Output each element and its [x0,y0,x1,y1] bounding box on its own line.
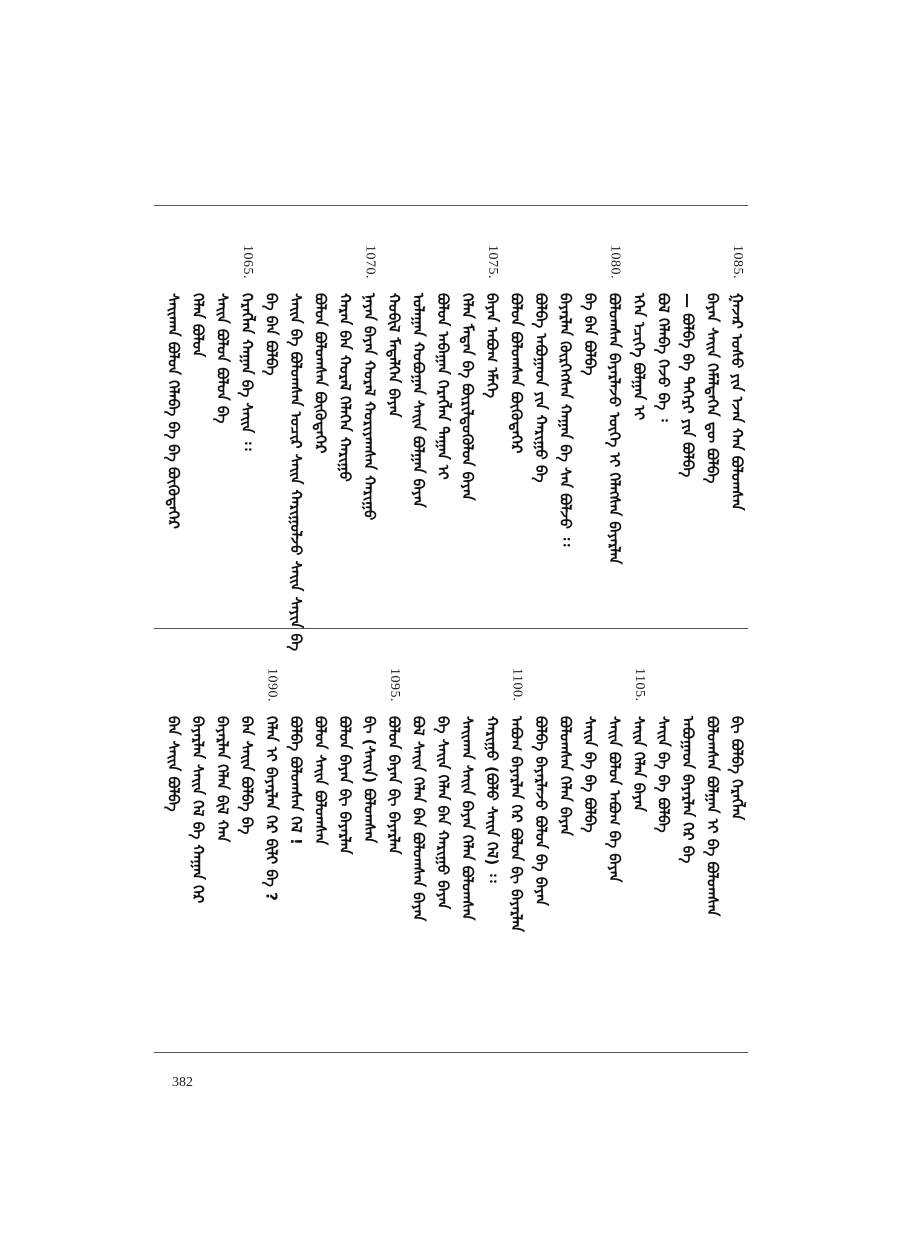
line-number: 1065. [240,245,255,279]
verse-line [653,668,675,1038]
verse-text: ᠨᠠᠶᠠᠨ ᠪᠠᠶᠠᠨ ᠬᠤᠷᠠᠯ ᠬᠤᠷᠢᠶᠠᠭᠰᠠᠨ ᠬᠠᠷᠢᠭᠤ [360,293,379,521]
verse-text: ᠰᠠᠢᠨ ᠪᠡ ᠪᠡ ᠪᠣᠯᠪᠠ [581,716,599,833]
verse-text: ᠭᠠᠵᠠᠷ ᠤᠰᠤ ᠶᠢᠨ ᠡᠵᠡᠨ ᠬᠠᠨ ᠪᠣᠯᠣᠭᠰᠠᠨ [728,293,746,511]
verse-text: ᠪᠣᠯ ᠬᠡᠯᠡᠪᠡ ᠭᠡᠵᠦ ᠪᠡ ᠄ [654,293,673,422]
verse-text: ᠪᠢ ᠪᠣᠯᠪᠠ ᠬᠡᠷᠡᠭᠯᠡᠨ [728,716,746,821]
verse-text: ᠪᠠᠶᠠᠨ ᠠᠪᠤᠭ ᠡᠮᠡᠭᠡ [483,293,501,399]
verse-line [604,668,626,1038]
verse-text: ᠪᠣᠯᠣᠭᠰᠠᠨ ᠪᠣᠯᠭᠠᠨ ᠢ ᠪᠡ ᠪᠣᠯᠣᠭᠰᠠᠨ [703,716,722,917]
verse-line [236,245,258,615]
page-number: 382 [172,1075,193,1090]
verse-text: ᠪᠠᠶᠠᠷᠯᠠᠨ ᠰᠠᠢᠨ ᠬᠡᠯ ᠪᠡ ᠬᠠᠭᠠᠨ ᠬᠡᠷ [189,716,207,904]
verse-text: ᠪᠡ ᠪᠠᠨ ᠪᠣᠯᠪᠠ [262,293,281,376]
verse-line [579,245,601,615]
verse-line [604,245,626,615]
verse-text: ᠡᠬᠡᠨ ᠡᠴᠢᠭᠡ ᠪᠣᠯᠭᠠᠨ ᠢ [630,293,648,421]
verse-line [187,245,209,615]
verse-line [530,245,552,615]
verse-text: ᠰᠠᠢᠨ ᠪᠠ ᠪᠣᠯᠣᠭᠰᠠᠨ ᠤᠴᠢᠷ ᠰᠠᠢᠨ ᠬᠠᠷᠢᠭᠤᠯᠵᠤ ᠰᠠᠢᠨ ᠰᠠᠶᠢᠨ ᠪᠡ [287,293,305,652]
verse-line [628,245,650,615]
verse-text: ᠤᠯᠠᠭᠠᠨ ᠬᠣᠪᠣᠭᠠᠨ ᠰᠠᠢᠨ ᠪᠣᠯᠭᠠᠨ ᠪᠠᠶᠠᠨ [409,293,428,508]
verse-line [628,668,650,1038]
verse-text: ᠬᠡᠯᠡᠨ ᠢ ᠪᠠᠶᠠᠷᠯᠠᠨ ᠬᠡᠷ ᠪᠢᠯᠢ ᠪᠡ ? [262,716,281,901]
verse-line [334,668,356,1038]
bottom-rule [154,1052,748,1053]
line-number: 1095. [387,668,402,702]
line-number: 1100. [509,668,525,702]
verse-text: ᠬᠠᠷᠢᠭᠤ (ᠪᠣᠯᠤ ᠰᠠᠢᠨ ᠬᠡᠯ) ᠄᠄ [483,716,501,883]
verse-text: ᠪᠣᠯᠤᠨ ᠪᠣᠯᠣᠭᠰᠠᠨ ᠪᠦᠭᠦᠳᠡᠭᠡᠷ [507,293,526,454]
line-number: 1085. [730,245,745,279]
verse-text: ᠪᠡ ᠪᠠᠨ ᠪᠣᠯᠪᠠ [581,293,599,376]
verse-text: ᠪᠡᠨ ᠰᠠᠢᠨ ᠪᠣᠯᠪᠠ ᠪᠠ [238,716,256,835]
verse-text: ᠪᠡ ᠰᠠᠢᠨ ᠬᠡᠯᠡᠨ ᠪᠠᠨ ᠬᠠᠷᠢᠭᠤ ᠪᠠᠶᠠᠨ [434,716,452,910]
verse-text: ᠪᠣᠯ ᠰᠠᠢᠨ ᠬᠡᠯᠡᠨ ᠪᠠᠨ ᠪᠣᠯᠣᠭᠰᠠᠨ ᠪᠠᠶᠠᠨ [409,716,428,922]
verse-line [383,245,405,615]
line-number: 1080. [607,245,623,279]
verse-text: ᠪᠠᠶᠠᠷᠯᠠᠨ ᠬᠦᠷᠭᠡᠭᠰᠡᠨ ᠬᠠᠭᠠᠨ ᠪᠡ ᠰᠡᠨ ᠪᠣᠯᠵᠤ ᠄᠄ [556,293,575,547]
verse-text: ᠬᠣᠪᠢᠯ ᠮᠡᠳᠡᠯᠭᠡᠨ ᠪᠠᠶᠠᠨ [385,293,403,418]
line-number: 1075. [485,245,500,279]
verse-text: ᠪᠣᠯᠣᠨ ᠪᠣᠯᠣᠭᠰᠠᠨ ᠪᠦᠭᠦᠳᠡᠭᠡᠷ [311,293,330,454]
verse-line [285,668,307,1038]
verse-line [408,245,430,615]
verse-text: ᠰᠠᠢᠨ ᠪᠡ ᠪᠡ ᠪᠣᠯᠪᠠ [654,716,673,833]
verse-text: ᠪᠣᠯᠪᠠ ᠪᠠᠶᠠᠷᠯᠠᠵᠤ ᠪᠣᠯᠤᠨ ᠪᠡ ᠪᠠᠶᠠᠨ [532,716,550,906]
verse-line [359,245,381,615]
verse-line [187,668,209,1038]
verse-text: ᠪᠣᠯᠤᠨ ᠰᠠᠢᠨ ᠪᠣᠯᠣᠭᠰᠠᠨ [311,716,330,846]
verse-text: ᠬᠡᠯᠡᠨ ᠮᠡᠳᠡᠨ ᠪᠡ ᠪᠦᠷᠢᠯᠳᠦᠭᠦᠯᠦᠨ ᠪᠠᠶᠠᠨ [458,293,477,501]
verse-text: ᠰᠠᠢᠨ ᠬᠡᠯᠡᠨ ᠪᠠᠶᠠᠨ [630,716,648,812]
verse-text: ᠪᠣᠯᠤᠨ ᠪᠠᠶᠠᠨ ᠪᠢ ᠪᠠᠶᠠᠷᠯᠠᠨ [336,716,354,855]
verse-line [481,245,503,615]
verse-line [506,245,528,615]
verse-text: ᠰᠠᠢᠨ ᠪᠣᠯᠤᠨ ᠪᠣᠯᠤᠨ ᠪᠡ [213,293,232,424]
verse-text: ᠪᠣᠯᠤᠨ ᠪᠠᠶᠠᠨ ᠪᠢ ᠪᠠᠶᠠᠷᠯᠠᠨ [385,716,403,855]
verse-text: ᠪᠣᠯᠪᠠ ᠠᠪᠤᠭᠠᠳ ᠶᠢᠨ ᠬᠠᠷᠢᠭᠤ ᠪᠡ [532,293,550,483]
verse-line [726,668,748,1038]
verse-text: ᠪᠠᠶᠠᠨ ᠰᠠᠢᠨ ᠬᠡᠮᠡᠯᠳᠡᠭᠡᠨ ᠳᠦ ᠪᠣᠯᠪᠠ [703,293,722,484]
verse-line [408,668,430,1038]
verse-line [163,668,185,1038]
line-number: 1105. [632,668,647,702]
verse-line [383,668,405,1038]
verse-text: ᠪᠠᠶᠠᠷᠯᠠᠨ ᠬᠡᠯᠡᠨ ᠪᠢᠯ ᠬᠠᠨ [213,716,232,843]
line-number: 1090. [264,668,280,702]
verse-line [653,245,675,615]
verse-line [702,245,724,615]
verse-text: ᠪᠣᠯᠪᠠ ᠪᠣᠯᠣᠭᠰᠠᠨ ᠬᠡᠯ ! [287,716,305,845]
verse-line [506,668,528,1038]
verse-line [579,668,601,1038]
verse-text: ᠰᠠᠢᠬᠠᠨ ᠰᠠᠢᠨ ᠪᠠᠶᠠᠨ ᠬᠡᠯᠡᠨ ᠪᠣᠯᠣᠭᠰᠠᠨ [458,716,477,921]
verse-text: ᠰᠠᠢᠨ ᠪᠣᠯᠣᠨ ᠠᠪᠤᠭ ᠪᠡ ᠪᠠᠶᠠᠨ [605,716,624,883]
verse-text: ᠬᠡᠷᠡᠭᠯᠡᠨ ᠬᠠᠭᠠᠨ ᠪᠡ ᠰᠠᠢᠨ ᠄᠄ [238,293,256,451]
verse-line [726,245,748,615]
verse-line [334,245,356,615]
verse-line [481,668,503,1038]
top-rule [154,205,748,206]
verse-line [677,245,699,615]
verse-line [432,668,454,1038]
verse-text: ᠬᠠᠷᠠᠨ ᠪᠡᠨ ᠬᠤᠷᠠᠯ ᠬᠡᠯᠡᠭᠡᠨ ᠬᠠᠷᠢᠭᠤ [336,293,354,482]
verse-text: ᠠᠪᠤᠭ ᠪᠠᠶᠠᠷᠯᠠᠨ ᠬᠡᠷ ᠪᠣᠯᠤᠨ ᠪᠢ ᠪᠠᠶᠠᠷᠯᠠᠨ [507,716,526,933]
verse-line [359,668,381,1038]
verse-text: — ᠪᠣᠯᠪᠠ ᠪᠠ ᠲᠡᠭᠡᠷᠢ ᠶᠢᠨ ᠪᠣᠯᠪᠠ [679,293,697,478]
verse-line [261,668,283,1038]
verse-line [163,245,185,615]
verse-line [457,245,479,615]
verse-line [457,668,479,1038]
verse-line [677,668,699,1038]
verse-line [212,245,234,615]
verse-text: ᠪᠡᠨ ᠰᠠᠢᠨ ᠪᠣᠯᠪᠠ [164,716,183,812]
verse-line [261,245,283,615]
verse-line [285,245,307,652]
verse-text: ᠪᠣᠯᠣᠨ ᠠᠪᠠᠭᠠᠨ ᠬᠡᠷᠡᠭᠯᠡᠨ ᠳᠠᠭᠠᠨ ᠢ [434,293,452,480]
verse-line [310,668,332,1038]
verse-text: ᠪᠣᠯᠣᠭᠰᠠᠨ ᠬᠡᠯᠡᠨ ᠪᠠᠶᠠᠨ [556,716,575,836]
verse-line [555,668,577,1038]
verse-line [530,668,552,1038]
verse-text: ᠬᠡᠯᠡᠨ ᠪᠣᠯᠣᠨ [189,293,207,358]
verse-line [212,668,234,1038]
bottom-verse-section [155,668,748,1048]
verse-line [702,668,724,1038]
verse-line [310,245,332,615]
verse-text: ᠪᠣᠯᠣᠭᠰᠠᠨ ᠪᠠᠶᠠᠷᠯᠠᠵᠤ ᠦᠭᠡ ᠢ ᠬᠡᠯᠡᠭᠰᠡᠨ ᠪᠠᠶᠠᠷᠯᠠᠨ [605,293,624,565]
top-verse-section [155,245,748,652]
line-number: 1070. [362,245,378,279]
verse-line [432,245,454,615]
verse-text: ᠰᠠᠢᠬᠠᠨ ᠪᠣᠯᠤᠨ ᠬᠡᠯᠡᠪᠡ ᠪᠡ ᠪᠡ ᠪᠦᠭᠦᠳᠡᠭᠡᠷ [164,293,183,529]
verse-text: ᠠᠪᠤᠭᠠᠳ ᠪᠠᠶᠠᠷᠯᠠᠨ ᠬᠡᠷ ᠪᠡ [679,716,697,864]
verse-line [236,668,258,1038]
verse-text: ᠪᠢ (ᠰᠠᠢᠨ) ᠪᠣᠯᠣᠭᠰᠠᠨ [360,716,379,844]
middle-rule [154,628,748,629]
verse-line [555,245,577,615]
